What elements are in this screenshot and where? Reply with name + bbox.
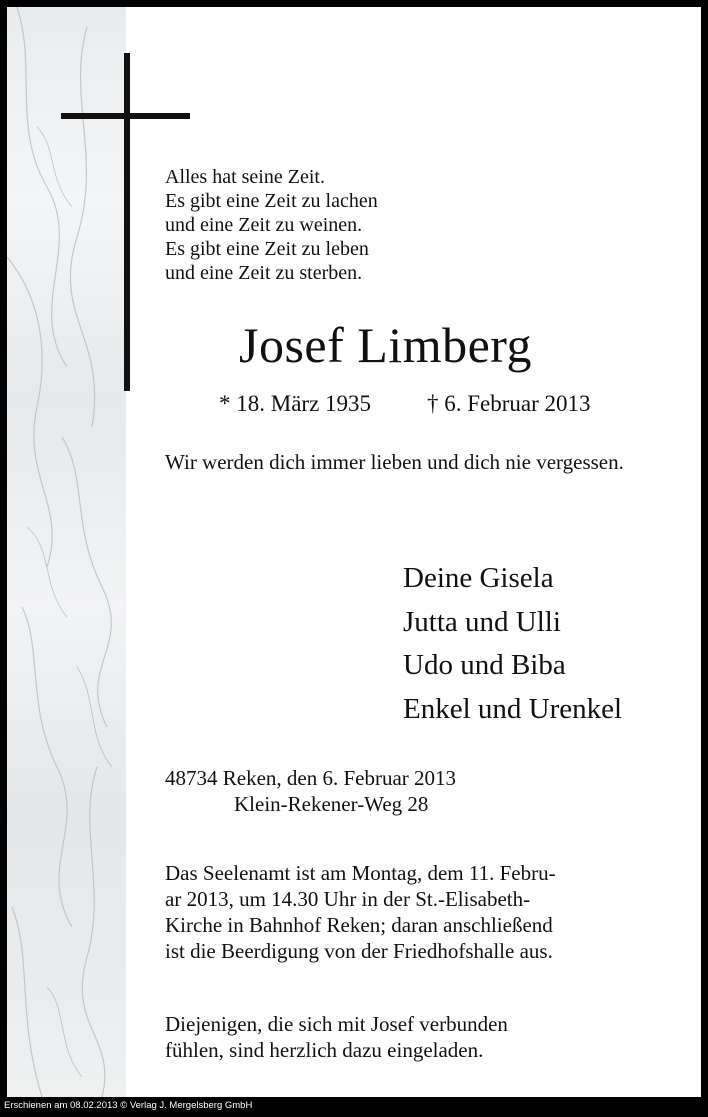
funeral-service-info bbox=[165, 860, 556, 964]
invitation-line: Diejenigen, die sich mit Josef verbunden bbox=[165, 1012, 508, 1036]
service-line: ar 2013, um 14.30 Uhr in der St.-Elisabeth- bbox=[165, 887, 531, 911]
place-date: 48734 Reken, den 6. Februar 2013 bbox=[165, 766, 457, 790]
mourner: Udo und Biba bbox=[403, 649, 566, 681]
marble-strip bbox=[7, 7, 126, 1097]
poem-line: Es gibt eine Zeit zu lachen bbox=[165, 190, 378, 212]
poem-line: Alles hat seine Zeit. bbox=[165, 166, 325, 188]
invitation-line: fühlen, sind herzlich dazu eingeladen. bbox=[165, 1038, 484, 1062]
mourners-list bbox=[403, 557, 622, 731]
invitation-text bbox=[165, 1011, 508, 1063]
mourner: Deine Gisela bbox=[403, 562, 554, 594]
poem-line: und eine Zeit zu sterben. bbox=[165, 262, 363, 284]
latin-cross-icon bbox=[124, 53, 130, 391]
cross-bar bbox=[61, 113, 190, 119]
poem bbox=[165, 165, 378, 285]
service-line: Das Seelenamt ist am Montag, dem 11. Febru- bbox=[165, 861, 556, 885]
poem-line: Es gibt eine Zeit zu leben bbox=[165, 238, 369, 260]
marble-veins bbox=[7, 7, 126, 1097]
mourner: Jutta und Ulli bbox=[403, 605, 561, 638]
death-date: † 6. Februar 2013 bbox=[427, 391, 591, 416]
publication-footer: Erschienen am 08.02.2013 © Verlag J. Mergelsberg GmbH bbox=[4, 1100, 253, 1111]
service-line: ist die Beerdigung von der Friedhofshalle aus. bbox=[165, 939, 553, 963]
farewell-message: Wir werden dich immer lieben und dich nie vergessen. bbox=[165, 450, 624, 474]
poem-line: und eine Zeit zu weinen. bbox=[165, 214, 363, 236]
mourner: Enkel und Urenkel bbox=[403, 692, 623, 725]
service-line: Kirche in Bahnhof Reken; daran anschließend bbox=[165, 913, 553, 937]
street-address: Klein-Rekener-Weg 28 bbox=[234, 792, 429, 816]
birth-date: * 18. März 1935 bbox=[219, 391, 372, 416]
deceased-name: Josef Limberg bbox=[239, 317, 533, 373]
obituary-card bbox=[7, 7, 701, 1097]
